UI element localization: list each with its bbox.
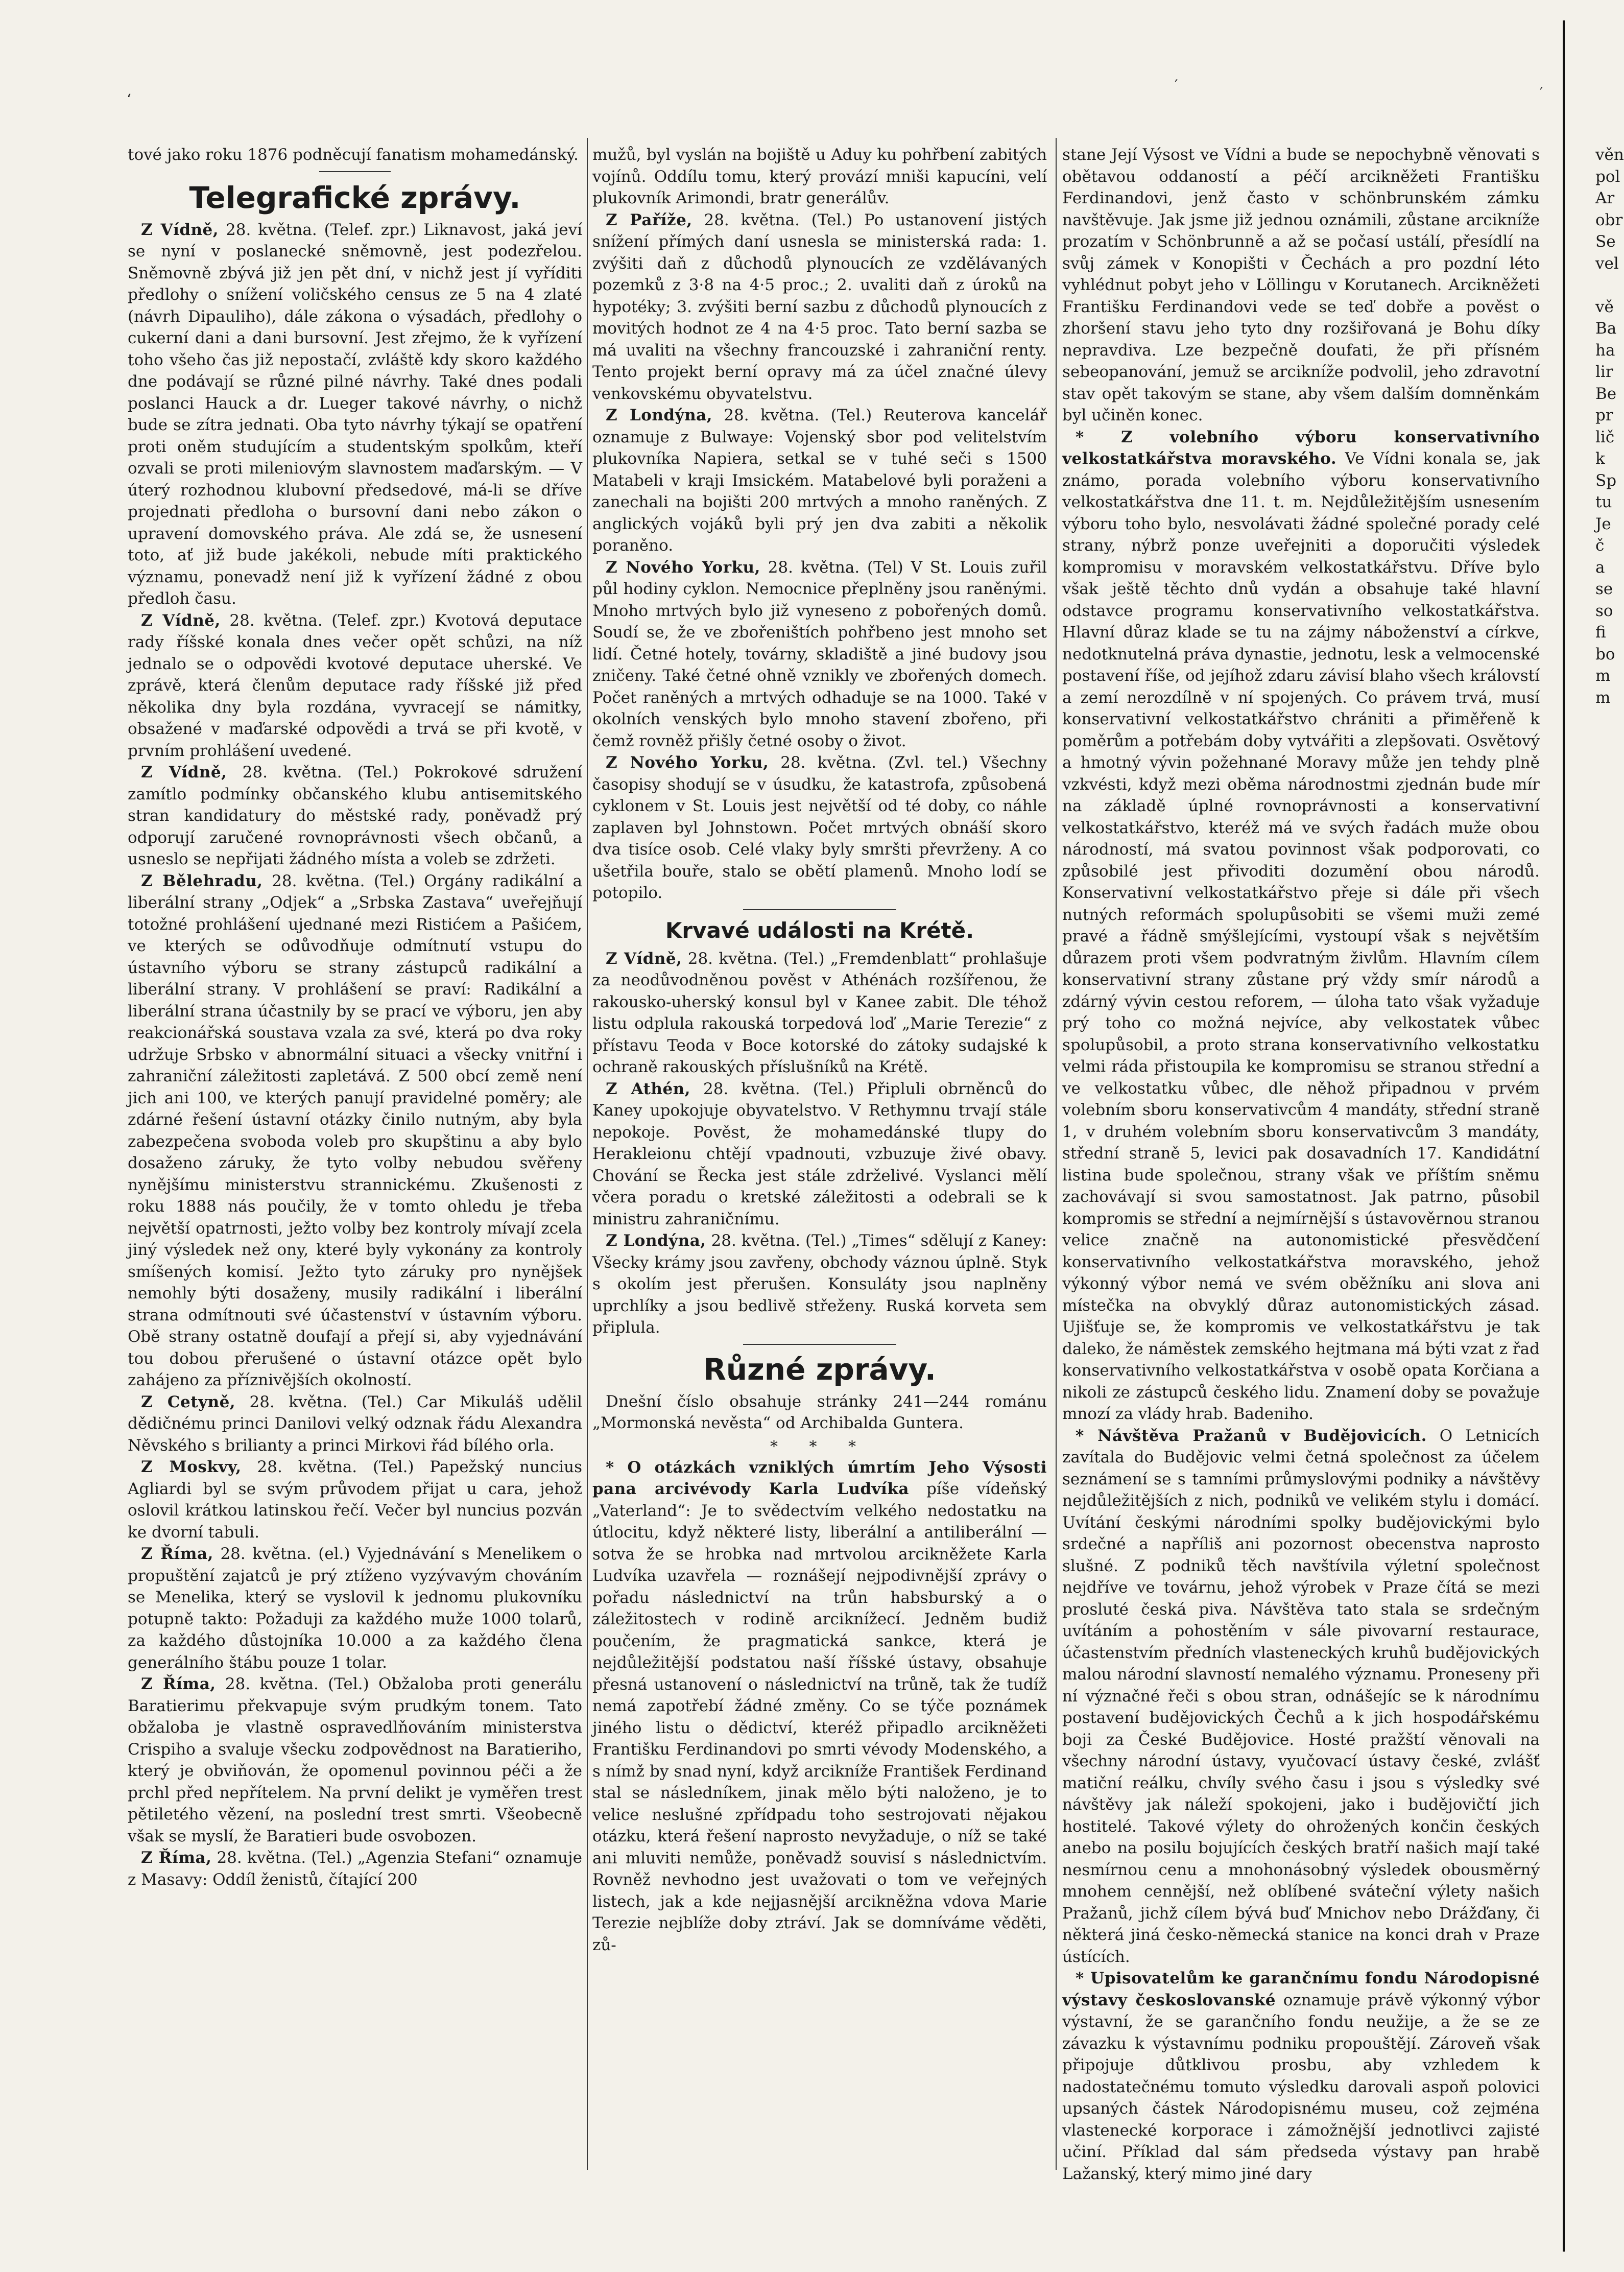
dateline: Z Vídně,: [141, 611, 221, 630]
item-text: 28. května. (Tel.) Papežský nuncius Agliardi byl se svým průvodem přijat u cara, jehož oslovil krátkou latinskou řečí. Večer byl nuncius pozván ke dvorní tabuli.: [128, 1458, 582, 1542]
item-text: 28. května. (Tel.) „Times“ sdělují z Kaney: Všecky krámy jsou zavřeny, obchody váznou úplně. Styk s okolím jest přerušen. Konsuláty jsou naplněny uprchlíky a jsou bedlivě střeženy. Ruská korveta sem připlula.: [592, 1232, 1047, 1337]
cutoff-line: lič: [1595, 428, 1615, 446]
news-item: [592, 948, 1047, 1078]
cutoff-line: lir: [1595, 363, 1613, 381]
item-text: 28. května. (Tel.) Orgány radikální a liberální strany „Odjek“ a „Srbska Zastava“ uveřejňují totožné prohlášení ujednané mezi Ristićem a Pašićem, ve kterých se odůvodňuje odmítnutí vstupu do ústavního výboru se strany zástupců radikální a liberální strany. V prohlášení se praví: Radikální a liberální strana účastnily by se prací ve výboru, jen aby reakcionářská soustava vzala za své, která po dva roky udržuje Srbsko v abnormální situaci a všecky vnitřní i zahraniční záležitosti zapletává. Z 500 obcí země není jich ani 100, ve kterých panují pravidelné poměry; ale zdárné řešení ústavní otázky činilo nutným, aby byla zabezpečena svoboda voleb pro skupštinu a aby bylo dosaženo záruky, že tyto volby nebudou svěřeny nynějšímu ministerstvu strannickému. Zkušenosti z roku 1888 nás poučily, že v tomto ohledu je třeba největší opatrnosti, ježto volby bez kontroly mívají zcela jiný výsledek než ony, které byly vykonány za kontroly smíšených komisí. Ježto tyto záruky pro nynějšek nemohly býti dosaženy, musily radikální i liberální strana odmítnouti své účastenství v ústavním výboru. Obě strany ostatně doufají a přejí si, aby vyjednávání tou dobou přerušené o ústavní otázce opět bylo zahájeno za příznivějších okolností.: [128, 871, 582, 1389]
cutoff-line: [1582, 274, 1609, 296]
news-item: [128, 1456, 582, 1543]
news-item: [128, 870, 582, 1391]
dateline: Z Vídně,: [606, 949, 682, 968]
dateline: * Z volebního výboru konservativního velkostatkářstva moravského.: [1062, 428, 1540, 468]
item-text: Dnešní číslo obsahuje stránky 241—244 románu „Mormonská nevěsta“ od Archibalda Guntera.: [592, 1392, 1047, 1432]
news-item: [592, 752, 1047, 904]
item-text: 28. května. (Tel.) Reuterova kancelář oznamuje z Bulwaye: Vojenský sbor pod velitelstvím plukovníka Napiera, setkal se v tuhé seči s 1500 Matabeli v kraji Imsickém. Matabelové byli poraženi a zanechali na bojišti 200 mrtvých a mnoho raněných. Z anglických vojáků byli prý jen dva zabiti a několik poraněno.: [592, 406, 1047, 555]
column-4-cutoff: [1582, 144, 1624, 2160]
cutoff-line: pr: [1595, 406, 1613, 424]
section-heading: Různé zprávy.: [703, 1352, 936, 1387]
news-item: [592, 1457, 1047, 1956]
print-speck: ′: [1175, 77, 1178, 93]
print-speck: ′: [1540, 84, 1543, 101]
item-text: 28. května. (Telef. zpr.) Kvotová deputace rady říšské konala dnes večer opět schůzi, na níž jednalo se o odpovědi kvotové deputace uherské. Ve zprávě, která členům deputace rady říšské již před několika dny byla rozdána, vyvracejí se námitky, obsažené v maďarské odpovědi a trvá se při kvotě, v prvním prohlášení uvedené.: [128, 611, 582, 760]
item-text: píše vídeňský „Vaterland“: Je to svědectvím velkého nedostatku na útlocitu, když některé listy, liberální a antiliberální — sotva že se hrobka nad mrtvolou arcikněžete Karla Ludvíka uzavřela — roznášejí nejpodivnější zprávy o pořadu následnictví na trůn habsburský a o záležitostech v rodině arciknížecí. Jedněm budiž poučením, že pragmatická sankce, která je nejdůležitější podstatou naší říšské ústavy, obsahuje přesná ustanovení o následnictví na trůně, tak že tudíž nemá zapotřebí žádné změny. Co se týče poznámek jiného listu o dědictví, kteréž připadlo arcikněžeti Františku Ferdinandovi po smrti vévody Modenského, a s nímž by snad nyní, když arcikníže František Ferdinand stal se následníkem, jinak mělo býti naloženo, je to velice neslušné zpřídpadu toho sestrojovati nějakou otázku, která řešení naprosto nevyžaduje, o níž se také ani mluviti nemůže, poněvadž souvisí s následnictvím. Rovněž nevhodno jest uvažovati o tom ve veřejných listech, jak a kde nejjasnější arcikněžna vdova Marie Terezie nejblíže doby ztráví. Jak se domníváme věděti, zů-: [592, 1480, 1047, 1954]
item-text: 28. května. (Tel.) Připluli obrněnců do Kaney upokojuje obyvatelstvo. V Rethymnu trvají stále nepokoje. Pověst, že mohamedánské tlupy do Herakleionu chtějí vpadnouti, vzbuzuje živé obavy. Chování se Řecka jest stále zdrželivé. Vyslanci mělí včera poradu o kretské záležitosti a odebrali se k ministru zahraničnímu.: [592, 1079, 1047, 1228]
cutoff-line: věn: [1595, 146, 1624, 164]
cutoff-line: bo: [1595, 645, 1615, 664]
cutoff-line: Se: [1595, 232, 1616, 251]
column-1: [128, 144, 582, 2160]
column-3: [1062, 144, 1540, 2183]
news-item: [592, 405, 1047, 557]
item-text: 28. května. (Tel.) Pokrokové sdružení zamítlo podmínky občanského klubu antisemitského stran kandidatury do městské rady, poněvadž prý odporují zaručené rovnoprávnosti všech občanů, a usneslo se nepřijati žádného místa a voleb se zdržeti.: [128, 763, 582, 868]
article-continuation: [128, 144, 582, 166]
cutoff-line: pol: [1595, 167, 1620, 186]
cutoff-line: ha: [1595, 341, 1615, 360]
news-item: [1062, 1968, 1540, 2185]
news-item: [592, 1230, 1047, 1339]
item-text: O Letnicích zavítala do Budějovic velmi četná společnost za účelem seznámení se s tamními průmyslovými podniky a návštěvy nejdůležitějších z nich, podniků ve velikém stylu i domácí. Uvítání českými národními spolky budějovickými bylo srdečné a napříliš ani pozornost obecenstva naprosto slušné. Z podniků těch navštívila výletní společnost nejdříve ve továrnu, jehož výrobek v Praze čítá se mezi prosluté česká piva. Návštěva tato stala se srdečným uvítáním a pohostěním v sále pivovarní restaurace, účastenstvím předních vlasteneckých kruhů budějovických malou národní slavností nemalého významu. Proneseny při ní význačné řeči s obou stran, odnášejíc se k národnímu postavení budějovických Čechů a k jich hospodářskému boji za České Budějovice. Hosté pražští věnovali na všechny národní ústavy, vyučovací ústavy české, zvlášť matiční reálku, chvíly svého času i jsou s výsledky své návštěvy jak náleží spokojeni, jako i budějovičtí jich hostitelé. Takové výlety do ohrožených končin českých anebo na posilu bojujících českých bratří našich mají také nesmírnou cenu a mnohonásobný výsledek obousměrný mnohem cennější, než oblíbené sváteční výlety našich Pražanů, jichž cílem bývá buď Mnichov nebo Drážďany, či některá jiná česko-německá stanice na konci drah v Praze ústících.: [1062, 1426, 1540, 1966]
column-divider: [587, 138, 588, 2170]
cutoff-line: k: [1595, 449, 1605, 468]
news-item: [1062, 427, 1540, 1425]
cutoff-line: se: [1595, 580, 1613, 598]
column-divider: [1056, 138, 1057, 2170]
item-text: tové jako roku 1876 podněcují fanatism mohamedánský.: [128, 146, 579, 164]
news-item: [128, 1847, 582, 1890]
dateline: Z Vídně,: [141, 763, 227, 782]
dateline: Z Bělehradu,: [141, 871, 263, 890]
news-item: [592, 557, 1047, 752]
item-text: mužů, byl vyslán na bojiště u Aduy ku pohřbení zabitých vojínů. Oddílu tomu, který provází mniši kapucíni, velí plukovník Arimondi, bratr generálův.: [592, 146, 1047, 207]
section-rule: [743, 909, 896, 910]
news-item: [128, 219, 582, 610]
item-text: 28. května. (Tel.) „Fremdenblatt“ prohlašuje za neodůvodněnou pověst v Athénách rozšířenou, že rakousko-uherský konsul byl v Kanee zabit. Dle téhož listu odplula rakouská torpedová loď „Marie Terezie“ z přístavu Teoda v Boce kotorské do zátoky sudajské k ochraně rakouských příslušníků na Krétě.: [592, 949, 1047, 1076]
news-item: [128, 1391, 582, 1457]
news-item: [1062, 1425, 1540, 1968]
dateline: Z Říma,: [141, 1849, 212, 1867]
section-rule: [743, 1344, 896, 1345]
cutoff-line: Ar: [1595, 189, 1615, 207]
dateline: * Upisovatelům ke garančnímu fondu Národopisné výstavy českoslovanské: [1062, 1969, 1540, 2009]
item-text: stane Její Výsost ve Vídni a bude se nepochybně věnovati s obětavou oddaností a péčí arcikněžeti Františku Ferdinandovi, jenž často v schönbrunském zámku navštěvuje. Jak jsme již jednou oznámili, zůstane arcikníže prozatím v Schönbrunně a až se počasí ustálí, přesídlí na svůj zámek v Konopišti v Čechách a pro pozdní léto vyhlédnut pobyt jeho v Löllingu v Korutanech. Arcikněžeti Františku Ferdinandovi vede se teď dobře a pověst o zhoršení stavu jeho tyto dny rozšiřovaná je Bohu díky nepravdiva. Lze bezpečně doufati, že při přísném sebeopanování, jemuž se arcikníže podvolil, jeho zdravotní stav opět takovým se stane, aby všem dalším domněnkám byl učiněn konec.: [1062, 146, 1540, 424]
news-item: [128, 1543, 582, 1673]
dateline: Z Říma,: [141, 1545, 213, 1563]
cutoff-line: so: [1595, 601, 1613, 620]
news-item: [128, 1673, 582, 1847]
cutoff-line: Ba: [1595, 319, 1617, 338]
page-edge-rule: [1563, 20, 1565, 2252]
column-2: [592, 144, 1047, 2160]
cutoff-line: fi: [1595, 623, 1606, 642]
item-text: 28. května. (Tel.) Obžaloba proti generálu Baratierimu překvapuje svým prudkým tonem. Tato obžaloba je vlastně ospravedlňováním ministerstva Crispiho a svaluje všecku zodpovědnost na Baratieriho, který je obviňován, že opomenul povinnou péči a že prchl před nepřítelem. Na první delikt je vyměřen trest pětiletého vězení, na poslední trest smrti. Všeobecně však se myslí, že Baratieri bude osvobozen.: [128, 1675, 582, 1845]
dateline: * Návštěva Pražanů v Budějovicích.: [1076, 1426, 1427, 1445]
cutoff-line: a: [1595, 558, 1605, 577]
cutoff-line: vel: [1595, 254, 1619, 273]
cutoff-line: vě: [1595, 297, 1614, 316]
item-text: 28. května. (Zvl. tel.) Všechny časopisy shodují se v úsudku, že katastrofa, způsobená cyklonem v St. Louis jest největší od té doby, co náhle zaplaven byl Johnstown. Počet mrtvých obnáší skoro dva tisíce osob. Celé vlaky byly smršti převrženy. A co ušetřila bouře, stalo se obětí plamenů. Mnoho lodí se potopilo.: [592, 753, 1047, 902]
cutoff-line: m: [1595, 688, 1611, 707]
news-item: [128, 762, 582, 870]
article-continuation: [592, 144, 1047, 209]
dateline: Z Londýna,: [606, 1232, 706, 1250]
cutoff-line: Je: [1595, 514, 1611, 533]
cutoff-line: Be: [1595, 384, 1617, 403]
news-item: [128, 610, 582, 762]
dateline: Z Nového Yorku,: [606, 558, 760, 577]
dateline: Z Vídně,: [141, 220, 219, 239]
dateline: Z Moskvy,: [141, 1458, 242, 1476]
section-heading: Telegrafické zprávy.: [189, 180, 521, 215]
item-text: 28. května. (Tel.) Car Mikuláš udělil dědičnému princi Danilovi velký odznak řádu Alexandra Něvského s brilianty a princi Mirkovi řád bílého orla.: [128, 1392, 582, 1455]
dateline: * O otázkách vzniklých úmrtím Jeho Výsosti pana arcivévody Karla Ludvíka: [592, 1458, 1047, 1498]
news-item: [592, 1078, 1047, 1230]
dateline: Z Paříže,: [606, 210, 692, 229]
dateline: Z Nového Yorku,: [606, 753, 769, 772]
section-heading: Krvavé události na Krétě.: [665, 917, 974, 943]
news-item: [592, 209, 1047, 405]
dateline: Z Athén,: [606, 1079, 691, 1098]
news-item: [592, 1391, 1047, 1434]
item-text: 28. května. (Telef. zpr.) Liknavost, jaká jeví se nyní v poslanecké sněmovně, jest podezřelou. Sněmovně zbývá již jen pět dní, v nichž jest jí vyříditi předlohy o snížení voličského census ze 5 na 4 zlaté (návrh Dipauliho), dále zákona o výsadách, předlohy o cukerní dani a dani bursovní. Jest zřejmo, že k vyřízení toho všeho čas již nepostačí, zvláště kdy skoro každého dne podávají se různé pilné návrhy. Také dnes podali poslanci Hauck a dr. Lueger takové návrhy, o nichž bude se zítra jednati. Oba tyto návrhy týkají se opatření proti oněm studujícím a studentským spolkům, kteří ozvali se proti mileniovým slavnostem maďarským. — V úterý rozhodnou klubovní předsedové, má-li se dříve projednati předloha o bursovní dani nebo zákon o upravení domovského práva. Ale zdá se, že usnesení toto, ať již bude jakékoli, nebude míti praktického významu, ponevadž není již k vyřízení žádné z obou předloh času.: [128, 220, 582, 608]
item-text: 28. května. (Tel.) „Agenzia Stefani“ oznamuje z Masavy: Oddíl ženistů, čítající 200: [128, 1849, 582, 1889]
cutoff-line: obr: [1595, 210, 1623, 229]
asterism: * * *: [770, 1437, 870, 1456]
cutoff-line: Sp: [1595, 471, 1617, 490]
cutoff-line: č: [1595, 536, 1605, 555]
cutoff-line: tu: [1595, 493, 1612, 511]
dateline: Z Londýna,: [606, 406, 713, 424]
item-text: 28. května. (el.) Vyjednávání s Menelikem o propuštění zajatců je prý ztíženo vyzývavým chováním se Menelika, který se vyslovil k jednomu plukovníku potupně takto: Požaduji za každého muže 1000 tolarů, za každého důstojníka 10.000 a za každého člena generálního štábu pouze 1 tolar.: [128, 1545, 582, 1672]
article-continuation: [1062, 144, 1540, 427]
item-text: Ve Vídni konala se, jak známo, porada volebního výboru konservativního velkostatkářstva dne 11. t. m. Nejdůležitějším usnesením výboru toho bylo, nesvolávati žádné společné porady celé strany, nýbrž ponze uveřejniti a doporučiti výsledek kompromisu v moravském velkostatkářstvu. Dříve bylo však ještě těchto dnů vydán a obsahuje také hlavní odstavce programu konservativního velkostatkářstva. Hlavní důraz klade se tu na zájmy náboženství a církve, nedotknutelná práva dynastie, jednotu, lesk a velmocenské postavení říše, od jejíhož zdaru závisí blaho všech královstí a zemí nerozdílně v ní spojených. Co právem trvá, musí konservativní velkostatkářstvo chrániti a přiměřeně k poměrům a potřebám doby vytvářiti a zlepšovati. Osvětový a hmotný vývin požehnané Moravy může jen tehdy plně vzkvésti, když mezi oběma národnostmi zjednán bude mír na základě úplné rovnoprávnosti a konservativní velkostatkářstvo, kteréž má ve svých řadách muže obou národností, má svatou povinnost však podporovati, co způsobilé jest přivoditi dozumění obou národů. Konservativní velkostatkářstvo přeje si dále při všech nutných reformách spolupůsobiti se všemi muži zemé pravé a řádně smýšlejícími, vystoupí však s největším důrazem proti všem podvratným živlům. Hlavním cílem konservativní strany zůstane prý vždy smír národů a zdárný vývin cestou reforem, — úloha tato však vyžaduje prý toho co možná nejvíce, aby velkostatek vůbec spolupůsobil, a proto strana konservativního velkostatku velmi ráda přistoupila ke kompromisu se stranou střední a ve velkostatku vůbec, dle něhož připadnou v prvém volebním sboru konservativcům 4 mandáty, střední straně 1, v druhém volebním sboru konservativcům 3 mandáty, střední straně 5, levici pak dosavadních 17. Kandidátní listina bude společnou, strany však ve příštím sněmu zachovávají si svou samostatnost. Jak patrno, působil kompromis se střední a nejmírnější s ústavověrnou stranou velice značně na autonomistické přesvědčení konservativního velkostatkářstva moravského, jehož výkonný výbor nemá ve svém oběžníku ani slova ani místečka na obvyklý důraz autonomistických zásad. Ujišťuje se, že kompromis ve velkostatkářstvu je tak daleko, že náměstek zemského hejtmana má býti vzat z řad konservativního velkostatkářstva v osobě opata Korčiana a nikoli ze zástupců českého lidu. Znamení doby se považuje mnozí za vlády hrab. Badeniho.: [1062, 449, 1540, 1423]
item-text: 28. května. (Tel.) Po ustanovení jistých snížení přímých daní usnesla se ministerská rada: 1. zvýšiti daň z důchodů plynoucích ze vzdělávaných pozemků z 3·8 na 4·5 proc.; 2. uvaliti daň z úroků na hypotéky; 3. zvýšiti berní sazbu z důchodů plynoucích z movitých hodnot ze 4 na 4·5 proc. Tato berní sazba se má uvaliti na všechny francouzské i zahraniční renty. Tento projekt berní opravy má za účel značné úlevy venkovskému obyvatelstvu.: [592, 210, 1047, 403]
item-text: 28. května. (Tel) V St. Louis zuřil půl hodiny cyklon. Nemocnice přeplněny jsou raněnými. Mnoho mrtvých bylo již vyneseno z pobořených domů. Soudí se, že ve zbořeništích pohřbeno jest mnoho set lidí. Četné hotely, továrny, skladiště a jiné budovy jsou zničeny. Také četné ohně vznikly ve zbořených domech. Počet raněných a mrtvých odhaduje se na 1000. Také v okolních venských bylo mnoho stavení zbořeno, při čemž rovněž přišly četné osoby o život.: [592, 558, 1047, 750]
dateline: Z Říma,: [141, 1675, 216, 1693]
section-rule: [319, 171, 391, 172]
item-text: oznamuje právě výkonný výbor výstavní, že se garančního fondu neužije, a že se ze závazku k výstavnímu podniku propouštějí. Zároveň však připojuje důtklivou prosbu, aby vzhledem k nadostatečnému tomuto výsledku darovali aspoň polovici upsaných částek Národopisnému museu, což zejména vlastenecké korporace i zámožnější jednotlivci zajisté učiní. Příklad dal sám předseda výstavy pan hrabě Lažanský, který mimo jiné dary: [1062, 1991, 1540, 2183]
print-speck: ‘: [127, 91, 131, 108]
cutoff-line: m: [1595, 667, 1611, 685]
dateline: Z Cetyně,: [141, 1392, 236, 1411]
